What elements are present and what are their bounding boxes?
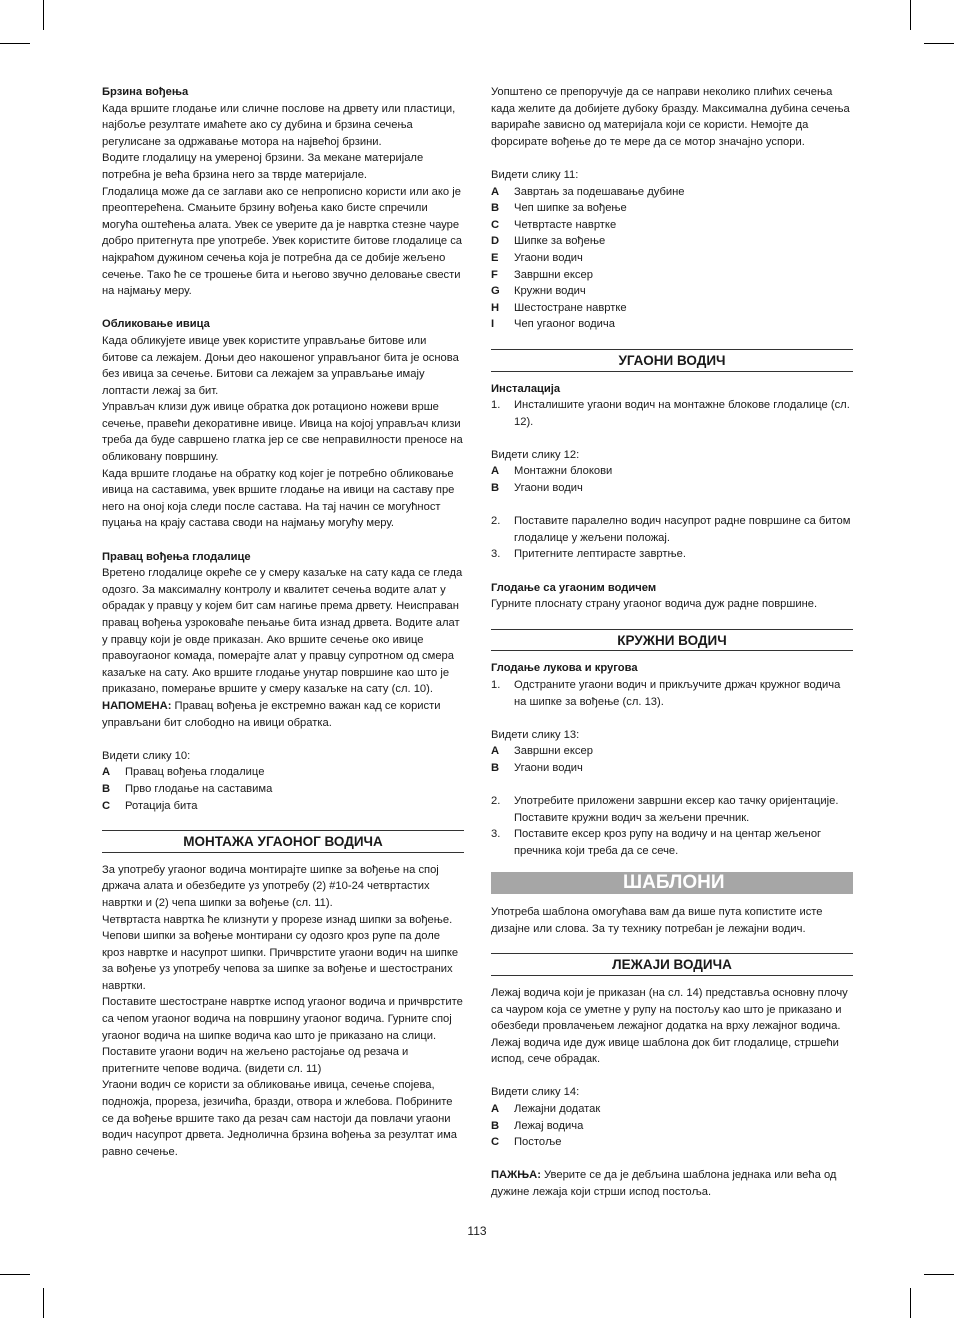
subsection-title: Инсталација: [491, 382, 561, 395]
figure-legend-list: [102, 764, 464, 814]
warning-paragraph: [491, 1167, 853, 1200]
numbered-step: 3. Поставите ексер кроз рупу на водичу и на центар жељеног пречника који треба да се сече.: [491, 828, 822, 857]
figure-legend-list: [491, 463, 853, 496]
section-title: Брзина вођења: [102, 86, 189, 98]
list-item: I Чеп угаоног водича: [491, 318, 615, 331]
numbered-step: 1. Инсталишите угаони водич на монтажне блокове глодалице (сл. 12).: [491, 399, 850, 428]
figure-legend-list: [491, 1101, 853, 1151]
crop-mark: [43, 0, 44, 30]
note-paragraph: [102, 698, 464, 731]
crop-mark: [0, 1274, 30, 1275]
section-heading: КРУЖНИ ВОДИЧ: [491, 629, 853, 652]
figure-reference: Видети слику 14:: [491, 1086, 580, 1099]
chapter-heading: ШАБЛОНИ: [491, 872, 853, 895]
note-text: Правац вођења је екстремно важан кад се користи управљани бит слободно на ивици обратка.: [102, 699, 441, 729]
figure-reference: Видети слику 10:: [102, 749, 191, 762]
list-item: B Чеп шипке за вођење: [491, 202, 627, 215]
section-heading: УГАОНИ ВОДИЧ: [491, 349, 853, 372]
paragraph: Глодалица може да се заглави ако се непрописно користи или ако је преоптерећена. Смањите брзину вођења како бисте спречили могућа оштећења алата. Увек се уверите да је навртка стезне чауре добро притегнута пре употребе. Увек користите битове глодалице са најкраћом дужином сечења која је потребна да се добије жељено сечење. Тако ће се трошење бита и његово звучно деловање свести на најмању меру.: [102, 185, 463, 298]
right-column: [491, 84, 853, 1201]
list-item: H Шестостране навртке: [491, 301, 627, 314]
crop-mark: [924, 1274, 954, 1275]
list-item: C Постоље: [491, 1136, 562, 1149]
list-item: A Правац вођења глодалице: [102, 766, 265, 779]
paragraph: Употреба шаблона омогућава вам да више пута копистите исте дизајне или слова. За ту технику потребан је лежајни водич.: [491, 906, 823, 935]
list-item: A Завртањ за подешавање дубине: [491, 185, 685, 198]
paragraph: Гурните плоснату страну угаоног водича дуж радне површине.: [491, 598, 818, 611]
paragraph: Угаони водич се користи за обликовање ивица, сечење спојева, подножја, прореза, језичића, бразди, отвора и жлебова. Побрините се да вођење вршите тако да резач сам настоји да повлачи угаони водич насупрот дрвета. Једнолична брзина вођења за резултат има равно сечење.: [102, 1079, 458, 1158]
numbered-step: 1. Одстраните угаони водич и прикључите држач кружног водича на шипке за вођење (сл. 13).: [491, 679, 841, 708]
figure-reference: Видети слику 13:: [491, 728, 580, 741]
section-title: Правац вођења глодалице: [102, 550, 251, 563]
warning-text: Уверите се да је дебљина шаблона једнака или већа од дужине лежаја који стрши испод постоља.: [491, 1169, 837, 1199]
list-item: G Кружни водич: [491, 285, 586, 298]
list-item: D Шипке за вођење: [491, 235, 606, 248]
warning-label: ПАЖЊА:: [491, 1169, 541, 1182]
paragraph: Лежај водича који је приказан (на сл. 14) представља основну плочу са чауром која се уметне у рупу на постољу као што је приказано и обезбеди провлачењем лежајног додатка на врху лежајног водича. Лежај водича иде дуж ивице шаблона док бит глодалице, стршећи испод, сече обрадак.: [491, 986, 848, 1066]
list-item: B Прво глодање на саставима: [102, 782, 273, 795]
paragraph: Водите глодалицу на умереној брзини. За мекане материјале потребна је већа брзина него за тврде материјале.: [102, 152, 424, 181]
crop-mark: [910, 0, 911, 30]
paragraph: Када обликујете ивице увек користите управљање битове или битове са лежајем. Доњи део накошеног управљаног бита је основа без ивица за сечење. Битови са лежајем за управљање имају лоптасти лежај за бит.: [102, 334, 459, 397]
subsection-title: Глодање са угаоним водичем: [491, 581, 657, 594]
crop-mark: [43, 1288, 44, 1318]
list-item: B Лежај водича: [491, 1119, 584, 1132]
section-title: Обликовање ивица: [102, 318, 210, 331]
left-column: [102, 84, 464, 1160]
figure-reference: Видети слику 11:: [491, 168, 579, 181]
list-item: A Завршни ексер: [491, 745, 593, 758]
subsection-title: Глодање лукова и кругова: [491, 662, 638, 675]
page-number: 113: [467, 1224, 487, 1238]
list-item: E Угаони водич: [491, 251, 583, 264]
section-heading: ЛЕЖАЈИ ВОДИЧА: [491, 953, 853, 976]
section-heading: МОНТАЖА УГАОНОГ ВОДИЧА: [102, 830, 464, 853]
paragraph: За употребу угаоног водича монтирајте шипке за вођење на спој држача алата и обезбедите уз употребу (2) #10-24 четвртастих навртки и (2) чепа шипки за вођење (сл. 11).: [102, 863, 439, 909]
paragraph: Вретено глодалице окреће се у смеру казаљке на сату када се гледа одозго. За максималну контролу и квалитет сечења водите алат у обрадак у правцу у којем бит сам нагиње према дрвету. Неисправан правац вођења узроковаће пењање бита изнад дрвета. Водите алат у правцу који је овде приказан. Ако вршите сечење око ивице правоугаоног комада, померајте алат у правцу супротном од смера казаљке на сату. Ако вршите глодање унутар површине као што је приказано, померање вршите у смеру казаљке на сату (сл. 10).: [102, 567, 463, 696]
crop-mark: [924, 43, 954, 44]
list-item: C Ротација бита: [102, 799, 198, 812]
list-item: F Завршни ексер: [491, 268, 593, 281]
paragraph: Управљач клизи дуж ивице обратка док ротационо ножеви врше сечење, правећи декоративне ивице. Ивица на којој управљач клизи треба да буде савршено глатка јер се све неправилности преносе на обликовану површину.: [102, 401, 463, 464]
crop-mark: [0, 43, 30, 44]
paragraph: Четвртаста навртка ће клизнути у прорезе изнад шипки за вођење. Чепови шипки за вођење монтирани су одозго кроз рупе па доле кроз навртке и насупрот шипки. Причврстите угаони водич на шипке за вођење уз употребу чепова за шипке за вођење и шестостраних навртки.: [102, 913, 459, 992]
figure-legend-list: [491, 184, 853, 333]
numbered-step: 2. Поставите паралелно водич насупрот радне површине са битом глодалице у жељени положај.: [491, 515, 851, 544]
paragraph: Поставите шестостране навртке испод угаоног водича и причврстите са чепом угаоног водича на површину угаоног водича. Гурните спој угаоног водича на шипке водича као што је приказано на слици. Поставите угаони водич на жељено растојање од резача и притегните чепове водича. (видети сл. 11): [102, 996, 463, 1075]
list-item: B Угаони водич: [491, 761, 583, 774]
list-item: B Угаони водич: [491, 482, 583, 495]
list-item: A Монтажни блокови: [491, 465, 613, 478]
paragraph: Када вршите глодање на обратку код којег је потребно обликовање ивица на саставима, увек вршите глодање на ивици на саставу пре него на оној која следи после састава. На тај начин се могућност пуцања на крају састава своди на најмању могућу меру.: [102, 467, 455, 530]
numbered-step: 3. Притегните лептирасте завртње.: [491, 548, 686, 561]
numbered-step: 2. Употребите приложени завршни ексер као тачку оријентације. Поставите кружни водич за жељени пречник.: [491, 795, 839, 824]
note-label: НАПОМЕНА:: [102, 699, 172, 712]
figure-reference: Видети слику 12:: [491, 448, 580, 461]
list-item: C Четвртасте навртке: [491, 218, 617, 231]
paragraph: Уопштено се препоручује да се направи неколико плићих сечења када желите да добијете дубоку бразду. Максимална дубина сечења варираће зависно од материјала који се користи. Немојте да форсирате вођење до те мере да се мотор значајно успори.: [491, 86, 850, 148]
crop-mark: [910, 1288, 911, 1318]
paragraph: Када вршите глодање или сличне послове на дрвету или пластици, најбоље резултате имаћете ако су дубина и брзина сечења регулисане за одржавање мотора на највећој брзини.: [102, 102, 456, 148]
figure-legend-list: [491, 743, 853, 776]
list-item: A Лежајни додатак: [491, 1103, 601, 1116]
